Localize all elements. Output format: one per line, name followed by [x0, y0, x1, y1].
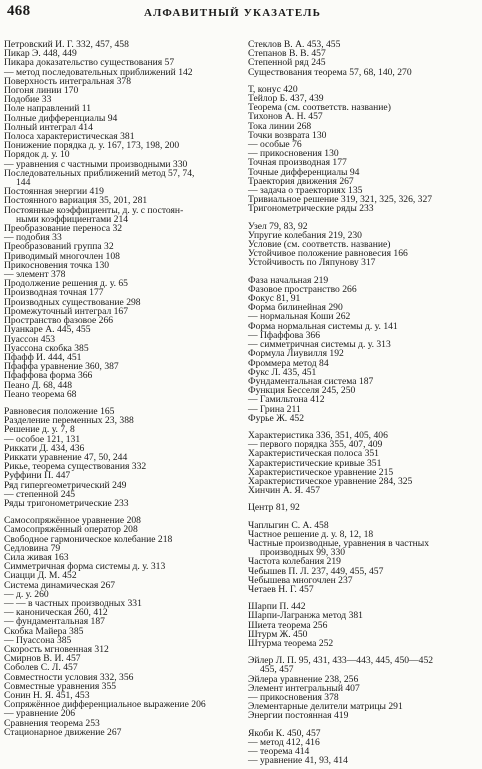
index-entry: Устойчивость по Ляпунову 317: [248, 257, 376, 269]
index-entry: — уравнения с частными производными 330: [4, 158, 188, 170]
index-entry: Траектория движения 267: [248, 175, 354, 187]
index-entry: — Пуассона 385: [4, 634, 72, 646]
index-entry: Характеристическое уравнение 284, 325: [248, 475, 413, 487]
index-entry: Порядок д. у. 10: [4, 149, 70, 161]
index-entry: Поверхность интегральная 378: [4, 75, 131, 87]
index-entry: Свободное гармоническое колебание 218: [4, 533, 173, 545]
index-entry: Энергии постоянная 419: [248, 710, 349, 722]
index-entry: Шарпи-Лагранжа метод 381: [248, 610, 363, 622]
index-entry-continuation: ными коэффициентами 214: [16, 213, 129, 225]
index-entry: — нормальная Коши 262: [248, 311, 351, 323]
index-entry: Ряд гипергеометрический 249: [4, 479, 127, 491]
index-entry: Фокус 81, 91: [248, 293, 301, 305]
index-entry: Последовательных приближений метод 57, 74,: [4, 167, 195, 179]
index-entry: Пеано Д. 68, 448: [4, 379, 73, 391]
index-entry: Центр 81, 92: [248, 502, 300, 514]
index-entry: — прикосновения 130: [248, 148, 339, 160]
index-entry: Точки возврата 130: [248, 129, 327, 141]
index-entry: Совместности условия 332, 356: [4, 671, 134, 683]
index-entry: Пеано теорема 68: [4, 388, 77, 400]
index-entry: Характеристика 336, 351, 405, 406: [248, 429, 388, 441]
index-entry: Подобие 33: [4, 94, 52, 106]
index-entry: Сравнения теорема 253: [4, 717, 100, 729]
index-entry: Форма нормальная системы д. у. 141: [248, 320, 398, 332]
index-entry: Полные дифференциалы 94: [4, 112, 118, 124]
index-entry: — задача о траекториях 135: [248, 185, 363, 197]
index-entry: — фундаментальная 187: [4, 616, 105, 628]
index-entry: Продолжение решения д. у. 65: [4, 278, 128, 290]
index-entry: Производная точная 177: [4, 287, 104, 299]
index-entry: — особое 121, 131: [4, 433, 81, 445]
index-entry: Точные дифференциалы 94: [248, 166, 360, 178]
index-entry: Четаев Н. Г. 457: [248, 583, 314, 595]
index-entry: Постоянная энергии 419: [4, 186, 104, 198]
index-entry: Полоса характеристическая 381: [4, 131, 135, 143]
index-entry: Производных существование 298: [4, 296, 141, 308]
index-entry: Пикара доказательство существования 57: [4, 57, 175, 69]
index-entry: Фундаментальная система 187: [248, 375, 374, 387]
index-entry: — Пфаффова 366: [248, 329, 321, 341]
index-entry: Самосопряжённый оператор 208: [4, 524, 138, 536]
index-entry: Тихонов А. Н. 457: [248, 111, 323, 123]
index-entry: Руффини П. 447: [4, 470, 71, 482]
index-entry: Скорость мгновенная 312: [4, 644, 109, 655]
index-entry: Пуассон 453: [4, 333, 56, 345]
index-entry: — особые 76: [248, 139, 302, 151]
index-entry: Характеристические кривые 351: [248, 457, 382, 469]
index-entry: — элемент 378: [4, 269, 66, 281]
index-entry: Штурма теорема 252: [248, 637, 334, 649]
index-column-right: [248, 40, 480, 765]
index-entry: — — в частных производных 331: [4, 597, 142, 609]
index-entry: — уравнение 41, 93, 414: [248, 755, 348, 767]
index-entry: Пуассона скобка 385: [4, 342, 89, 354]
index-entry: Стационарное движение 267: [4, 726, 122, 738]
index-entry: Характеристическое уравнение 215: [248, 466, 394, 478]
index-entry: Тока линии 268: [248, 120, 312, 132]
index-entry: Шарпи П. 442: [248, 601, 306, 613]
index-entry: Поле направлений 11: [4, 103, 91, 115]
index-entry: Условие (см. соответств. название): [248, 239, 391, 251]
index-entry: Штурм Ж. 450: [248, 628, 308, 640]
index-entry: Элемент интегральный 407: [248, 682, 360, 694]
index-entry: Постоянные коэффициенты, д. у. с постоян-: [4, 204, 184, 216]
index-entry: Симметричная форма системы д. у. 313: [4, 561, 166, 573]
index-entry: Седловина 79: [4, 542, 61, 554]
index-entry: Степенной ряд 245: [248, 57, 326, 69]
page-number: 468: [7, 3, 31, 19]
index-entry: Функция Бесселя 245, 250: [248, 385, 356, 397]
index-entry: — метод последовательных приближений 142: [4, 66, 193, 78]
index-entry: — степенной 245: [4, 488, 76, 500]
index-entry: Пуанкаре А. 445, 455: [4, 324, 91, 336]
index-entry: Риккати уравнение 47, 50, 244: [4, 451, 128, 463]
index-entry: Степанов В. В. 457: [248, 48, 326, 60]
index-entry: Фазовое пространство 266: [248, 283, 357, 295]
index-entry-continuation: производных 99, 330: [260, 547, 346, 559]
index-entry: Характеристическая полоса 351: [248, 448, 379, 460]
index-entry: Устойчивое положение равновесия 166: [248, 248, 408, 260]
index-entry: Якоби К. 450, 457: [248, 727, 321, 739]
index-entry: — каноническая 260, 412: [4, 607, 108, 619]
index-entry: Преобразование переноса 32: [4, 223, 123, 235]
index-entry: Пфаффова форма 366: [4, 370, 93, 382]
index-entry: Эйлера уравнение 238, 256: [248, 673, 359, 685]
index-entry: Фаза начальная 219: [248, 274, 329, 286]
index-entry: Точная производная 177: [248, 157, 347, 169]
index-entry: Чебышева многочлен 237: [248, 574, 353, 586]
index-entry: Шиета теорема 256: [248, 619, 328, 631]
index-entry: Пфаффа уравнение 360, 387: [4, 361, 119, 373]
index-entry: Формула Лиувилля 192: [248, 348, 344, 360]
index-entry: Ряды тригонометрические 233: [4, 497, 129, 509]
index-entry: Стеклов В. А. 453, 455: [248, 39, 341, 50]
index-entry-continuation: 144: [16, 177, 31, 189]
index-entry: Сила живая 163: [4, 551, 69, 563]
index-entry: — первого порядка 355, 407, 409: [248, 439, 383, 451]
index-entry: Сонин Н. Я. 451, 453: [4, 690, 90, 702]
index-entry: Хинчин А. Я. 457: [248, 485, 320, 497]
index-entry: Чаплыгин С. А. 458: [248, 519, 329, 531]
index-entry: Скобка Майера 385: [4, 625, 84, 637]
index-entry: Тригонометрические ряды 233: [248, 203, 374, 215]
index-entry: Понижение порядка д. у. 167, 173, 198, 200: [4, 140, 180, 152]
index-entry: Частное решение д. у. 8, 12, 18: [248, 528, 374, 540]
index-entry-continuation: 455, 457: [260, 664, 294, 676]
page-header: [7, 3, 475, 25]
index-entry: — прикосновения 378: [248, 692, 339, 703]
index-entry: Фукс Л. 435, 451: [248, 366, 317, 378]
index-entry: Разделение переменных 23, 388: [4, 415, 134, 427]
index-entry: Т, конус 420: [248, 83, 298, 95]
index-entry: Тривиальное решение 319, 321, 325, 326, 327: [248, 194, 433, 206]
index-entry: Самосопряжённое уравнение 208: [4, 515, 141, 527]
index-entry: Элементарные делители матрицы 291: [248, 701, 403, 713]
index-entry: Смирнов В. И. 457: [4, 653, 81, 665]
index-entry: Сиацци Д. М. 452: [4, 570, 77, 582]
index-entry: Эйлер Л. П. 95, 431, 433—443, 445, 450—452: [248, 655, 434, 667]
index-entry: Фурье Ж. 452: [248, 412, 304, 424]
index-entry: Пикар Э. 448, 449: [4, 48, 77, 60]
index-entry: Частота колебания 219: [248, 556, 341, 568]
index-entry: — метод 412, 416: [248, 736, 320, 748]
index-entry: Решение д. у. 7, 8: [4, 424, 75, 436]
index-entry: — уравнение 206: [4, 708, 76, 720]
index-entry: Преобразований группа 32: [4, 241, 114, 253]
running-title: АЛФАВИТНЫЙ УКАЗАТЕЛЬ: [144, 7, 322, 19]
index-entry: Равновесия положение 165: [4, 405, 115, 417]
index-entry: Погоня линии 170: [4, 85, 79, 97]
index-entry: — Гамильтона 412: [248, 394, 325, 406]
index-entry: Форма билинейная 290: [248, 302, 343, 314]
index-column-left: [4, 40, 236, 737]
index-entry: Фроммера метод 84: [248, 357, 329, 369]
index-entry: — симметричная системы д. у. 313: [248, 339, 391, 351]
index-entry: Соболев С. Л. 457: [4, 662, 78, 674]
index-entry: Существования теорема 57, 68, 140, 270: [248, 66, 412, 78]
index-entry: Чебышев П. Л. 237, 449, 455, 457: [248, 565, 384, 577]
index-entry: Частные производные, уравнения в частных: [248, 537, 430, 549]
index-entry: Теорема (см. соответств. название): [248, 102, 391, 114]
index-entry: Рикье, теорема существования 332: [4, 461, 147, 473]
index-entry: Риккати Д. 434, 436: [4, 442, 85, 454]
index-entry: Петровский И. Г. 332, 457, 458: [4, 39, 129, 50]
index-entry: Постоянного вариация 35, 201, 281: [4, 195, 148, 207]
index-entry: Упругие колебания 219, 230: [248, 229, 362, 241]
index-entry: Узел 79, 83, 92: [248, 220, 308, 232]
index-entry: Промежуточный интеграл 167: [4, 305, 129, 317]
index-entry: Приводимый многочлен 108: [4, 250, 120, 262]
index-entry: Система динамическая 267: [4, 579, 116, 591]
index-entry: Совместные уравнения 355: [4, 680, 117, 692]
index-entry: Сопряжённое дифференциальное выражение 206: [4, 699, 206, 711]
index-entry: Полный интеграл 414: [4, 121, 93, 133]
index-entry: Пфафф И. 444, 451: [4, 351, 82, 363]
index-entry: Тейлор Б. 437, 439: [248, 93, 324, 105]
index-entry: — д. у. 260: [4, 588, 49, 600]
index-entry: Прикосновения точка 130: [4, 259, 110, 271]
index-entry: — теорема 414: [248, 746, 310, 758]
index-entry: — Грина 211: [248, 403, 301, 415]
index-entry: Пространство фазовое 266: [4, 315, 114, 327]
index-entry: — подобия 33: [4, 232, 62, 244]
